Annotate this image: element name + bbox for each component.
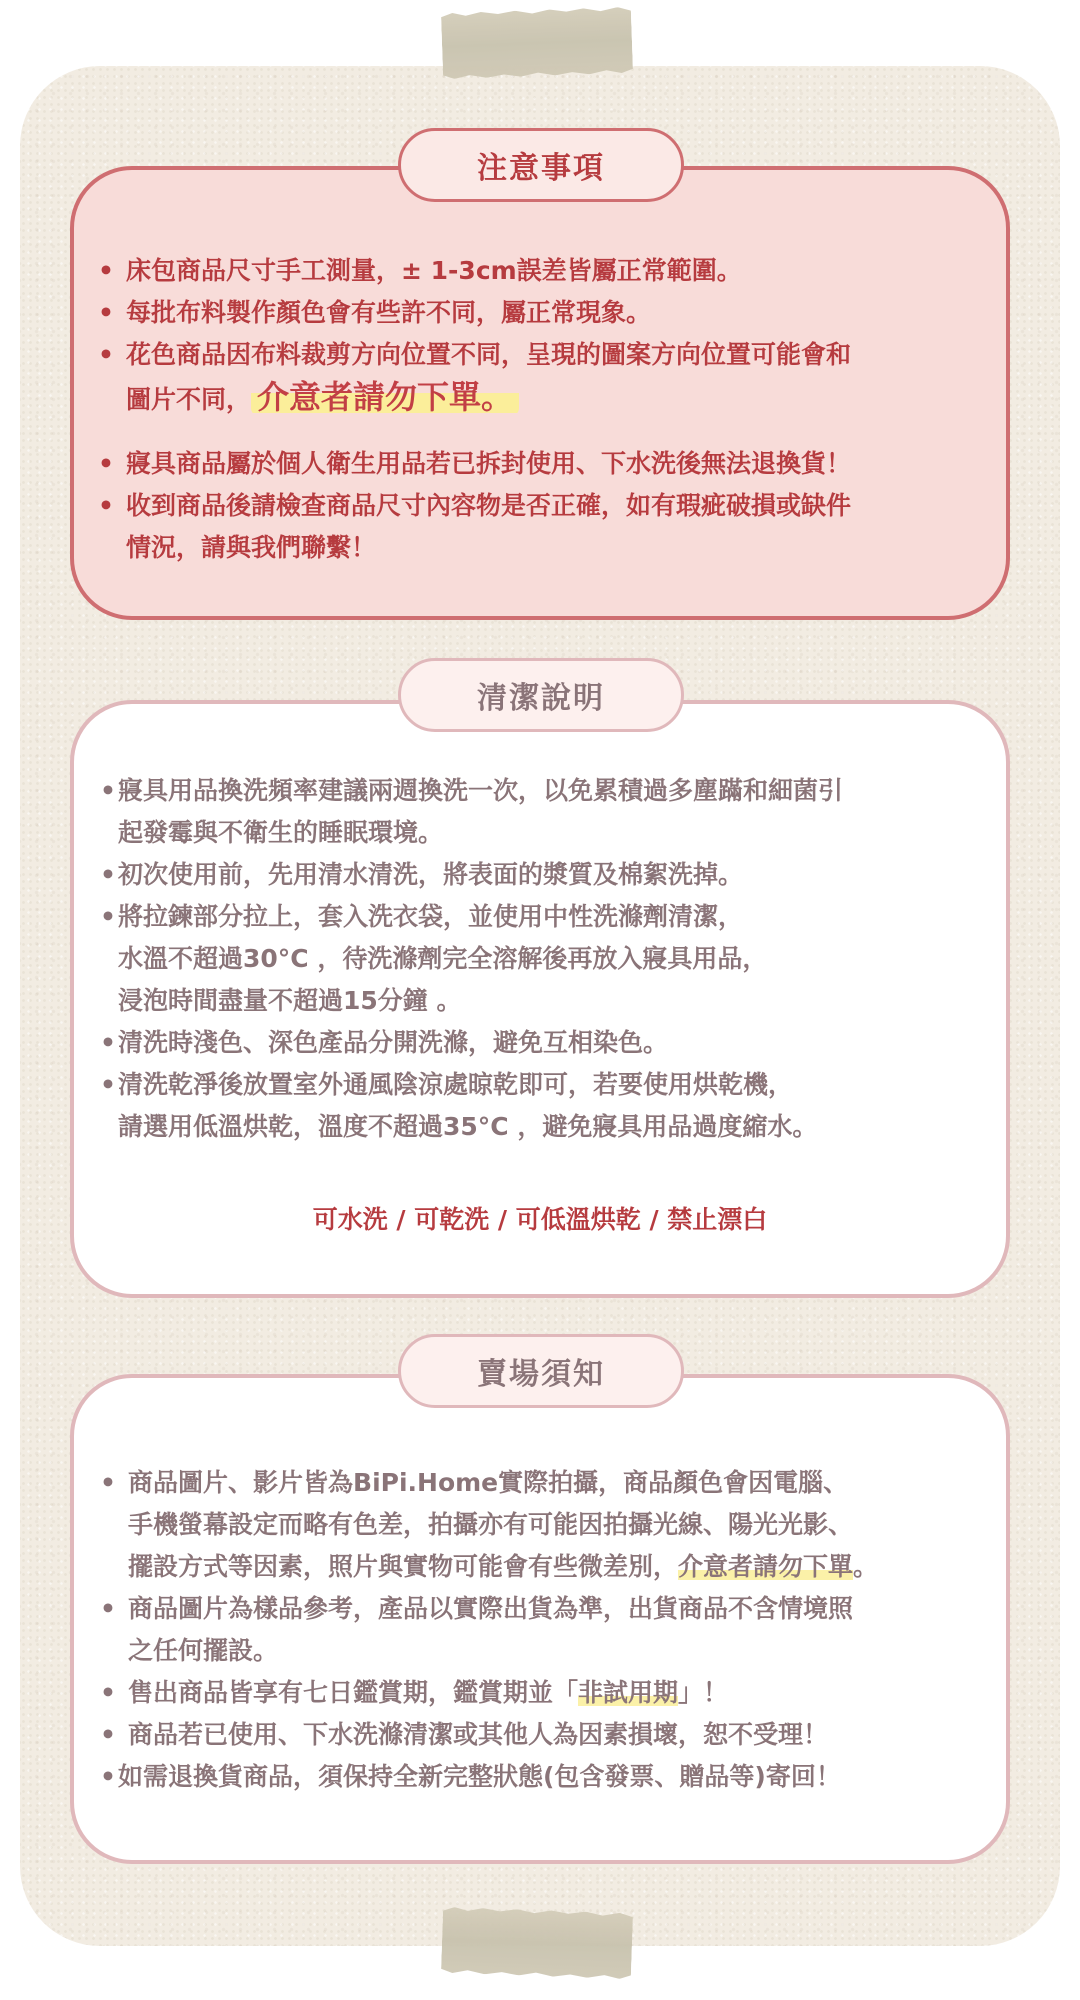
brand-name: BiPi.Home <box>353 1468 499 1497</box>
sales-title: 賣場須知 <box>398 1334 684 1408</box>
bullet-icon: • <box>98 449 114 478</box>
list-item: • 寢具商品屬於個人衛生用品若已拆封使用、下水洗後無法退換貨！ <box>92 443 992 485</box>
notice-list <box>92 250 992 569</box>
list-item: • 售出商品皆享有七日鑑賞期，鑑賞期並「非試用期」！ <box>100 1672 1000 1714</box>
list-item: • 清洗乾淨後放置室外通風陰涼處晾乾即可，若要使用烘乾機， 請選用低溫烘乾，溫度不超過35°C ，避免寢具用品過度縮水。 <box>100 1064 980 1148</box>
bullet-icon: • <box>98 256 114 285</box>
bullet-icon: • <box>98 340 114 369</box>
tape-top-decoration <box>441 7 633 80</box>
bullet-icon: • <box>98 298 114 327</box>
list-item: • 將拉鍊部分拉上，套入洗衣袋，並使用中性洗滌劑清潔， 水溫不超過30°C ，待洗滌劑完全溶解後再放入寢具用品， 浸泡時間盡量不超過15分鐘 。 <box>100 896 980 1022</box>
list-item: • 商品圖片為樣品參考，產品以實際出貨為準，出貨商品不含情境照 之任何擺設。 <box>100 1588 1000 1672</box>
highlight-do-not-order: 介意者請勿下單 <box>678 1552 854 1581</box>
bullet-icon: • <box>100 860 116 889</box>
list-item: • 商品若已使用、下水洗滌清潔或其他人為因素損壞，恕不受理！ <box>100 1714 1000 1756</box>
bullet-icon: • <box>100 1720 116 1749</box>
bullet-icon: • <box>100 1762 116 1791</box>
list-item: • 商品圖片、影片皆為BiPi.Home實際拍攝，商品顏色會因電腦、 手機螢幕設定而略有色差，拍攝亦有可能因拍攝光線、陽光光影、 擺設方式等因素，照片與實物可能會有些微差別，介意者請勿下單。 <box>100 1462 1000 1588</box>
list-item: • 初次使用前，先用清水清洗，將表面的漿質及棉絮洗掉。 <box>100 854 980 896</box>
bullet-icon: • <box>100 1678 116 1707</box>
tape-bottom-decoration <box>441 1907 633 1980</box>
list-item: • 如需退換貨商品，須保持全新完整狀態(包含發票、贈品等)寄回！ <box>100 1756 1000 1798</box>
list-item: • 花色商品因布料裁剪方向位置不同，呈現的圖案方向位置可能會和 圖片不同， 介意者請勿下單。 <box>92 334 992 421</box>
care-labels: 可水洗 / 可乾洗 / 可低溫烘乾 / 禁止漂白 <box>312 1205 768 1234</box>
bullet-icon: • <box>100 776 116 805</box>
bullet-icon: • <box>98 491 114 520</box>
highlight-do-not-order: 介意者請勿下單。 <box>251 378 519 416</box>
bullet-icon: • <box>100 1594 116 1623</box>
bullet-icon: • <box>100 1070 116 1099</box>
list-item: • 床包商品尺寸手工測量，± 1-3cm誤差皆屬正常範圍。 <box>92 250 992 292</box>
list-item: • 清洗時淺色、深色產品分開洗滌，避免互相染色。 <box>100 1022 980 1064</box>
bullet-icon: • <box>100 902 116 931</box>
list-item: • 收到商品後請檢查商品尺寸內容物是否正確，如有瑕疵破損或缺件 情況，請與我們聯繫！ <box>92 485 992 569</box>
bullet-icon: • <box>100 1468 116 1497</box>
cleaning-title: 清潔說明 <box>398 658 684 732</box>
highlight-not-trial-period: 非試用期 <box>578 1678 679 1707</box>
list-item: • 每批布料製作顏色會有些許不同，屬正常現象。 <box>92 292 992 334</box>
bullet-icon: • <box>100 1028 116 1057</box>
sales-list <box>100 1462 1000 1798</box>
notice-title: 注意事項 <box>398 128 684 202</box>
list-item: • 寢具用品換洗頻率建議兩週換洗一次，以免累積過多塵蹣和細菌引 起發霉與不衛生的睡眠環境。 <box>100 770 980 854</box>
cleaning-list <box>100 770 980 1148</box>
